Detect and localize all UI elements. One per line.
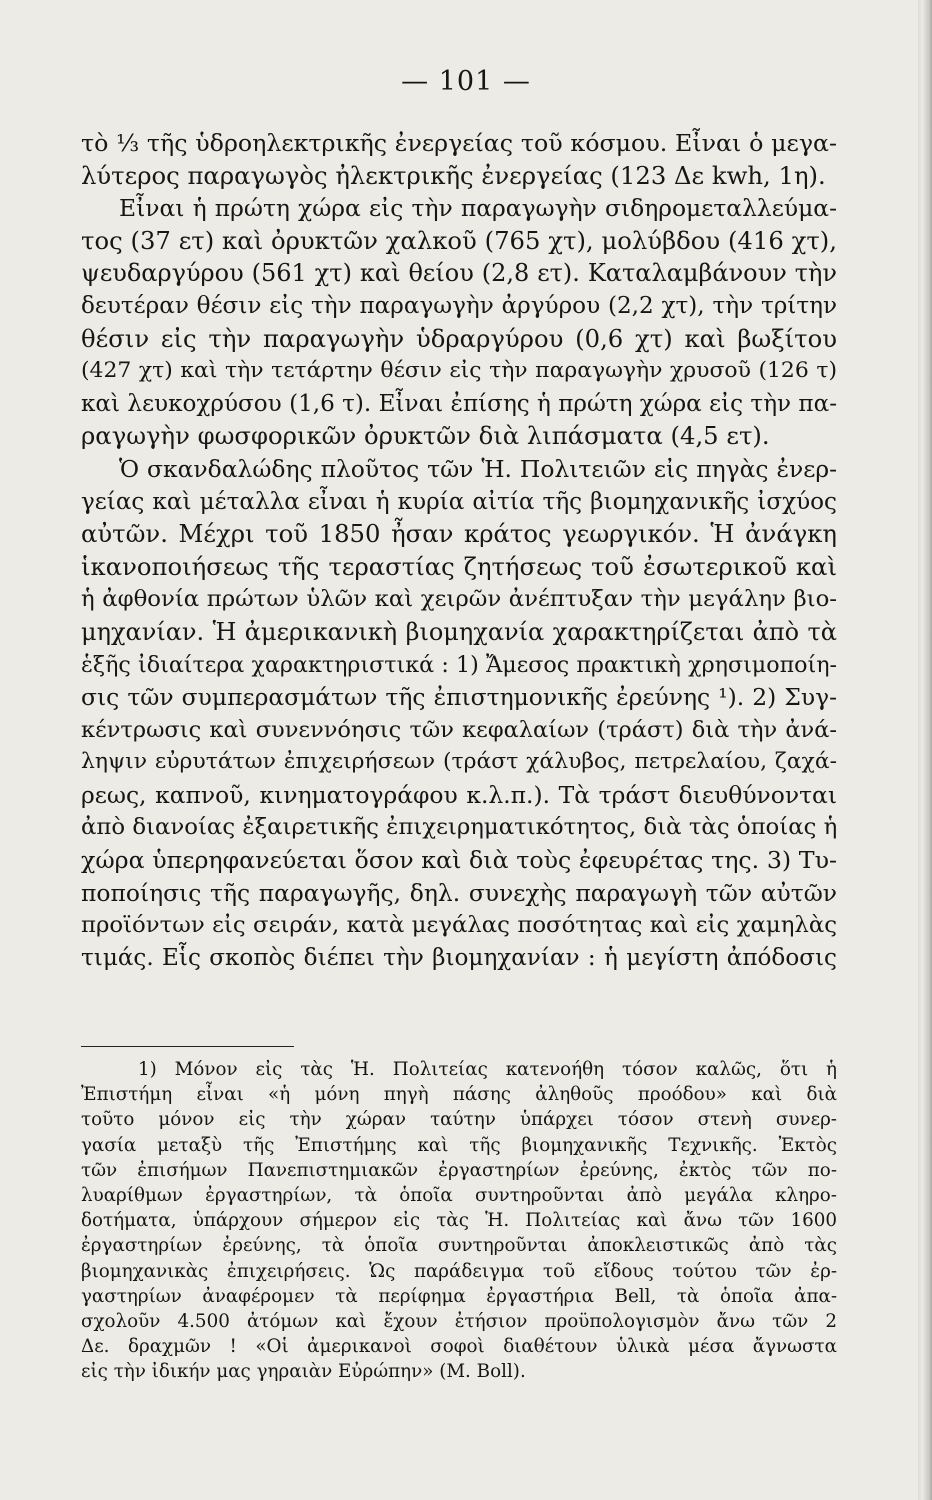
- body-line: λύτερος παραγωγὸς ἠλεκτρικῆς ἐνεργείας (123 Δε kwh, 1η).: [81, 160, 826, 190]
- footnote-line: Ἐπιστήμη εἶναι «ἡ μόνη πηγὴ πάσης ἀληθοῦς προόδου» καὶ διὰ: [81, 1084, 837, 1106]
- footnote-line: δοτήματα, ὑπάρχουν σήμερον εἰς τὰς Ἡ. Πολιτείας καὶ ἄνω τῶν 1600: [81, 1210, 837, 1232]
- body-line: γείας καὶ μέταλλα εἶναι ἡ κυρία αἰτία τῆς βιομηχανικῆς ἰσχύος: [81, 488, 837, 515]
- body-line: ἀπὸ διανοίας ἐξαιρετικῆς ἐπιχειρηματικότητος, διὰ τὰς ὁποίας ἡ: [81, 814, 838, 841]
- body-text: [81, 127, 837, 974]
- body-line: μηχανίαν. Ἡ ἀμερικανικὴ βιομηχανία χαρακτηρίζεται ἀπὸ τὰ: [81, 617, 837, 646]
- body-line: (427 χτ) καὶ τὴν τετάρτην θέσιν εἰς τὴν παραγωγὴν χρυσοῦ (126 τ): [81, 358, 837, 384]
- body-line: Εἶναι ἡ πρώτη χώρα εἰς τὴν παραγωγὴν σιδηρομεταλλεύμα-: [119, 194, 837, 223]
- body-line: θέσιν εἰς τὴν παραγωγὴν ὑδραργύρου (0,6 χτ) καὶ βωξίτου: [81, 323, 837, 353]
- footnote-line: βιομηχανικὰς ἐπιχειρήσεις. Ὡς παράδειγμα τοῦ εἴδους τούτου τῶν ἐρ-: [81, 1260, 837, 1282]
- body-line: δευτέραν θέσιν εἰς τὴν παραγωγὴν ἀργύρου (2,2 χτ), τὴν τρίτην: [81, 292, 837, 319]
- body-line: Ὁ σκανδαλώδης πλοῦτος τῶν Ἡ. Πολιτειῶν εἰς πηγὰς ἐνερ-: [119, 454, 837, 483]
- footnote-line: γαστηρίων ἀναφέρομεν τὰ περίφημα ἐργαστήρια Bell, τὰ ὁποῖα ἀπα-: [81, 1285, 837, 1307]
- page-number: — 101 —: [401, 66, 531, 97]
- body-line: ληψιν εὐρυτάτων ἐπιχειρήσεων (τράστ χάλυβος, πετρελαίου, ζαχά-: [81, 749, 837, 775]
- body-line: προϊόντων εἰς σειράν, κατὰ μεγάλας ποσότητας καὶ εἰς χαμηλὰς: [81, 912, 837, 939]
- body-line: ρεως, καπνοῦ, κινηματογράφου κ.λ.π.). Τὰ τράστ διευθύνονται: [81, 780, 837, 809]
- footnote-line: εἰς τὴν ἰδικήν μας γηραιὰν Εὐρώπην» (M. Boll).: [81, 1361, 526, 1383]
- footnote-line: Δε. δραχμῶν ! «Οἱ ἀμερικανοὶ σοφοὶ διαθέτουν ὑλικὰ μέσα ἄγνωστα: [81, 1336, 837, 1358]
- body-line: ποποίησις τῆς παραγωγῆς, δηλ. συνεχὴς παραγωγὴ τῶν αὐτῶν: [81, 878, 837, 907]
- footnote-divider: [81, 1046, 294, 1047]
- body-line: τιμάς. Εἷς σκοπὸς διέπει τὴν βιομηχανίαν : ἡ μεγίστη ἀπόδοσις: [81, 944, 837, 971]
- footnote-line: λυαρίθμων ἐργαστηρίων, τὰ ὁποῖα συντηροῦνται ἀπὸ μεγάλα κληρο-: [81, 1185, 837, 1207]
- body-line: αὐτῶν. Μέχρι τοῦ 1850 ἦσαν κράτος γεωργικόν. Ἡ ἀνάγκη: [81, 519, 837, 549]
- footnote-line: τοῦτο μόνον εἰς τὴν χώραν ταύτην ὑπάρχει τόσον στενὴ συνερ-: [81, 1109, 837, 1131]
- body-line: ραγωγὴν φωσφορικῶν ὀρυκτῶν διὰ λιπάσματα (4,5 ετ).: [81, 421, 770, 451]
- footnotes: [81, 1057, 837, 1385]
- footnote-line: γασία μεταξὺ τῆς Ἐπιστήμης καὶ τῆς βιομηχανικῆς Τεχνικῆς. Ἐκτὸς: [81, 1134, 837, 1156]
- footnote-line: τῶν ἐπισήμων Πανεπιστημιακῶν ἐργαστηρίων ἐρεύνης, ἐκτὸς τῶν πο-: [81, 1159, 837, 1181]
- body-line: κέντρωσις καὶ συνεννόησις τῶν κεφαλαίων (τράστ) διὰ τὴν ἀνά-: [81, 716, 837, 743]
- scan-edge-shadow: [918, 0, 932, 1500]
- footnote-line: 1) Μόνον εἰς τὰς Ἡ. Πολιτείας κατενοήθη τόσον καλῶς, ὅτι ἡ: [138, 1059, 837, 1080]
- body-line: τὸ ⅓ τῆς ὑδροηλεκτρικῆς ἐνεργείας τοῦ κόσμου. Εἶναι ὁ μεγα-: [81, 129, 837, 157]
- body-line: ἱκανοποιήσεως τῆς τεραστίας ζητήσεως τοῦ ἐσωτερικοῦ καὶ: [81, 551, 837, 581]
- body-line: καὶ λευκοχρύσου (1,6 τ). Εἶναι ἐπίσης ἡ πρώτη χώρα εἰς τὴν πα-: [81, 390, 837, 417]
- footnote-line: ἐργαστηρίων ἐρεύνης, τὰ ὁποῖα συντηροῦνται ἀποκλειστικῶς ἀπὸ τὰς: [81, 1235, 837, 1257]
- footnote-line: σχολοῦν 4.500 ἀτόμων καὶ ἔχουν ἐτήσιον προϋπολογισμὸν ἄνω τῶν 2: [81, 1311, 837, 1333]
- body-line: ἡ ἀφθονία πρώτων ὑλῶν καὶ χειρῶν ἀνέπτυξαν τὴν μεγάλην βιο-: [81, 586, 837, 613]
- body-line: σις τῶν συμπερασμάτων τῆς ἐπιστημονικῆς ἐρεύνης ¹). 2) Συγ-: [81, 683, 837, 712]
- body-line: χώρα ὑπερηφανεύεται ὅσον καὶ διὰ τοὺς ἐφευρέτας της. 3) Τυ-: [81, 846, 837, 875]
- body-line: ψευδαργύρου (561 χτ) καὶ θείου (2,8 ετ). Καταλαμβάνουν τὴν: [81, 259, 837, 288]
- body-line: ἑξῆς ἰδιαίτερα χαρακτηριστικά : 1) Ἄμεσος πρακτικὴ χρησιμοποίη-: [81, 651, 837, 678]
- body-line: τος (37 ετ) καὶ ὀρυκτῶν χαλκοῦ (765 χτ), μολύβδου (416 χτ),: [81, 225, 837, 255]
